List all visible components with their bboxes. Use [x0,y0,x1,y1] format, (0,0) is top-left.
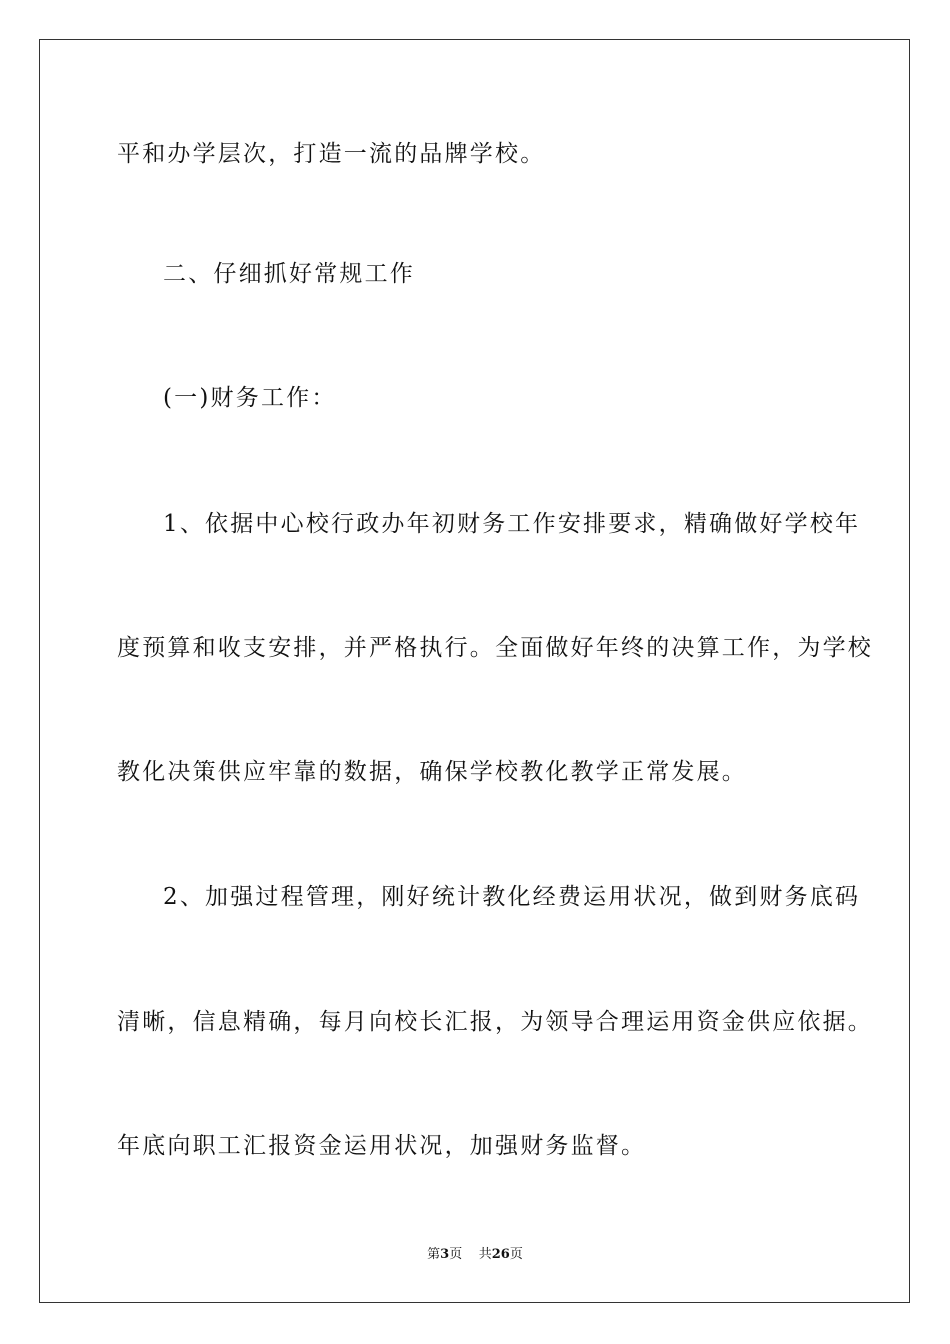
section-heading: 二、仔细抓好常规工作 [163,261,415,287]
subsection-heading: (一)财务工作： [163,385,337,411]
paragraph-line: 平和办学层次，打造一流的品牌学校。 [117,141,546,167]
total-suffix: 页 [509,1247,523,1262]
page-border [39,39,910,1303]
total-page-count: 26 [491,1247,510,1262]
paragraph-line: 2、加强过程管理，刚好统计教化经费运用状况，做到财务底码 [163,884,861,910]
page-suffix: 页 [449,1247,463,1262]
current-page-number: 3 [440,1247,450,1262]
paragraph-line: 度预算和收支安排，并严格执行。全面做好年终的决算工作，为学校 [117,635,873,661]
paragraph-line: 1、依据中心校行政办年初财务工作安排要求，精确做好学校年 [163,511,861,537]
page-number-footer [0,1247,950,1263]
paragraph-line: 清晰，信息精确，每月向校长汇报，为领导合理运用资金供应依据。 [117,1009,873,1035]
paragraph-line: 教化决策供应牢靠的数据，确保学校教化教学正常发展。 [117,759,747,785]
total-prefix: 共 [478,1247,492,1262]
paragraph-line: 年底向职工汇报资金运用状况，加强财务监督。 [117,1133,647,1159]
page-prefix: 第 [427,1247,441,1262]
